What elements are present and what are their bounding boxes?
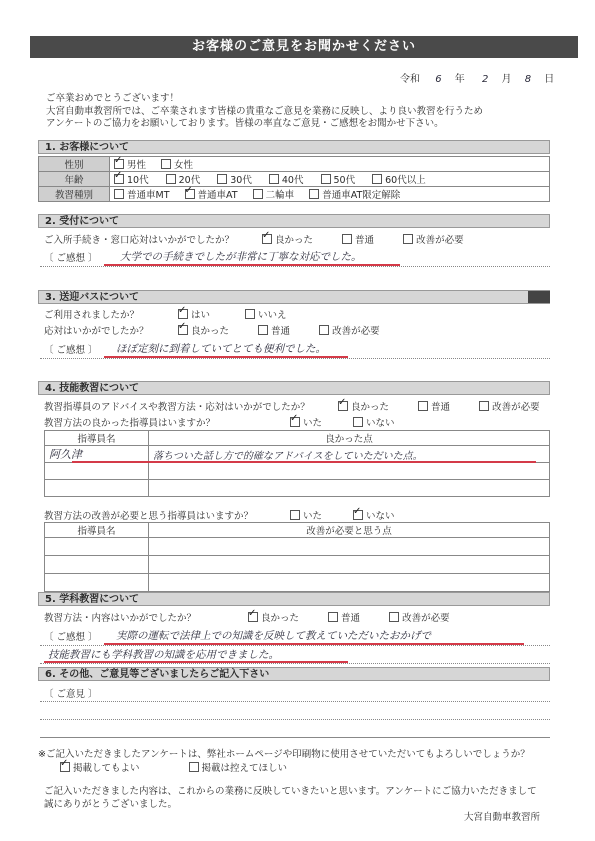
option-label: 20代	[178, 175, 201, 186]
intro-line: 大宮自動車教習所では、ご卒業されます皆様の貴重なご意見を業務に反映し、より良い教習を行うため	[46, 105, 484, 117]
reception-options	[262, 232, 476, 246]
shuttle-question-use: ご利用されましたか？	[44, 310, 140, 321]
option-label: 改善が必要	[492, 402, 540, 413]
section-heading-classroom: 5. 学科教習について	[38, 592, 550, 606]
option-female[interactable]	[161, 157, 193, 171]
checkbox-at-removal[interactable]	[309, 189, 319, 199]
checkbox-good[interactable]	[338, 401, 348, 411]
empty-cell[interactable]	[45, 463, 149, 480]
table-row	[45, 463, 550, 480]
good-instructor-table	[44, 430, 550, 497]
handwritten-underline	[72, 461, 536, 463]
option-label: 男性	[127, 160, 147, 171]
page-title: お客様のご意見をお聞かせください	[30, 36, 578, 58]
comment-line[interactable]	[40, 719, 550, 720]
option-needs-improvement[interactable]	[389, 610, 450, 624]
option-label: 40代	[281, 175, 304, 186]
classroom-question: 教習方法・内容はいかがでしたか？	[44, 613, 197, 624]
empty-cell[interactable]	[149, 556, 550, 574]
option-label: 良かった	[191, 326, 230, 337]
option-yes[interactable]	[178, 307, 210, 321]
checkbox-no[interactable]	[353, 510, 363, 520]
age-options	[110, 172, 550, 187]
bad-instructor-table	[44, 522, 550, 592]
option-label: 普通	[341, 613, 361, 624]
table-row	[45, 480, 550, 497]
comment-label: 〔 ご感想 〕	[44, 632, 98, 643]
bad-instructor-options	[290, 508, 407, 522]
date-year-unit: 年	[454, 74, 465, 85]
table-row	[45, 556, 550, 574]
date-day-unit: 日	[544, 74, 555, 85]
option-label: いない	[366, 418, 395, 429]
option-no[interactable]	[353, 415, 395, 429]
option-no[interactable]	[353, 508, 395, 522]
empty-cell[interactable]	[45, 480, 149, 497]
checkbox-at[interactable]	[185, 189, 195, 199]
table-header-row	[45, 431, 550, 446]
checkbox-good[interactable]	[178, 325, 188, 335]
thanks-text	[44, 786, 584, 811]
option-label: 50代	[333, 175, 356, 186]
practical-question-advice: 教習指導員のアドバイスや教習方法・応対はいかがでしたか？	[44, 402, 310, 413]
table-row	[45, 574, 550, 592]
option-needs-improvement[interactable]	[319, 323, 380, 337]
shuttle-question-service: 応対はいかがでしたか？	[44, 326, 149, 337]
classroom-options	[248, 610, 462, 624]
option-label: 良かった	[275, 235, 314, 246]
checkbox-yes[interactable]	[178, 309, 188, 319]
date-month-unit: 月	[501, 74, 512, 85]
option-normal[interactable]	[342, 232, 374, 246]
comment-label: 〔 ご感想 〕	[44, 253, 98, 264]
checkbox-yes[interactable]	[290, 417, 300, 427]
checkbox-age-10s[interactable]	[114, 174, 124, 184]
option-label: 普通	[431, 402, 451, 413]
option-label: いた	[303, 511, 323, 522]
practical-question-bad-instructor: 教習方法の改善が必要と思う指導員はいますか？	[44, 511, 254, 522]
comment-label: 〔 ご意見 〕	[44, 689, 98, 700]
checkbox-yes[interactable]	[290, 510, 300, 520]
thanks-line: ご記入いただきました内容は、これからの業務に反映していきたいと思います。アンケートにご協力いただきまして	[44, 786, 537, 797]
publish-options	[60, 762, 299, 776]
comment-line	[40, 266, 550, 267]
option-label: 改善が必要	[332, 326, 380, 337]
option-mt[interactable]	[114, 187, 170, 201]
checkbox-age-30s[interactable]	[217, 174, 227, 184]
checkbox-male[interactable]	[114, 159, 124, 169]
shuttle-use-options	[178, 307, 299, 321]
option-label: 60代以上	[385, 175, 426, 186]
shuttle-comment[interactable]: ほぼ定刻に到着していてとても便利でした。	[116, 343, 326, 355]
table-row	[45, 446, 550, 463]
classroom-comment-line1[interactable]: 実際の運転で法律上での知識を反映して教えていただいたおかげで	[116, 630, 431, 642]
option-good[interactable]	[248, 610, 299, 624]
empty-cell[interactable]	[149, 574, 550, 592]
row-course	[39, 187, 550, 202]
date-line	[400, 70, 554, 85]
option-label: はい	[191, 310, 211, 321]
option-label: 普通車MT	[127, 190, 170, 201]
option-normal[interactable]	[418, 399, 450, 413]
option-good[interactable]	[338, 399, 389, 413]
checkbox-female[interactable]	[161, 159, 171, 169]
checkbox-age-20s[interactable]	[166, 174, 176, 184]
checkbox-needs-improvement[interactable]	[403, 234, 413, 244]
empty-cell[interactable]	[149, 480, 550, 497]
course-options	[110, 187, 550, 202]
option-label: 掲載してもよい	[73, 763, 140, 774]
option-publish-no[interactable]	[189, 762, 288, 776]
section-heading-reception: 2. 受付について	[38, 214, 550, 228]
customer-table	[38, 156, 550, 202]
option-label: 普通	[355, 235, 375, 246]
checkbox-normal[interactable]	[258, 325, 268, 335]
option-age-40s[interactable]	[269, 172, 304, 186]
empty-cell[interactable]	[149, 538, 550, 556]
checkbox-no[interactable]	[353, 417, 363, 427]
option-label: いいえ	[258, 310, 287, 321]
empty-cell[interactable]	[45, 574, 149, 592]
checkbox-needs-improvement[interactable]	[319, 325, 329, 335]
option-male[interactable]	[114, 157, 146, 171]
checkbox-needs-improvement[interactable]	[389, 612, 399, 622]
classroom-comment-line2[interactable]: 技能教習にも学科教習の知識を応用できました。	[48, 649, 279, 661]
checkbox-normal[interactable]	[418, 401, 428, 411]
option-label: 30代	[230, 175, 252, 186]
comment-line[interactable]	[40, 701, 550, 702]
option-age-30s[interactable]	[217, 172, 252, 186]
publish-question: ※ご記入いただきましたアンケートは、弊社ホームページや印刷物に使用させていただいてもよろしいでしょうか？	[38, 749, 530, 760]
good-instructor-options	[290, 415, 407, 429]
option-good[interactable]	[262, 232, 313, 246]
option-at[interactable]	[185, 187, 238, 201]
checkbox-normal[interactable]	[328, 612, 338, 622]
option-at-removal[interactable]	[309, 187, 400, 201]
checkbox-motorcycle[interactable]	[253, 189, 263, 199]
date-year[interactable]: 6	[435, 74, 442, 85]
checkbox-publish-no[interactable]	[189, 762, 199, 772]
intro-line: アンケートのご協力をお願いしております。皆様の率直なご意見・ご感想をお聞かせ下さい。	[46, 118, 444, 129]
comment-line[interactable]	[40, 737, 550, 738]
label-age: 年齢	[39, 172, 110, 187]
header-good-point: 良かった点	[149, 431, 550, 446]
row-age	[39, 172, 550, 187]
checkbox-publish-ok[interactable]	[60, 762, 70, 772]
label-gender: 性別	[39, 157, 110, 172]
option-label: 二輪車	[265, 190, 295, 201]
checkbox-good[interactable]	[262, 234, 272, 244]
reception-question: ご入所手続き・窓口応対はいかがでしたか？	[44, 235, 235, 246]
checkbox-good[interactable]	[248, 612, 258, 622]
comment-line	[40, 358, 550, 359]
section-heading-practical: 4. 技能教習について	[38, 381, 550, 395]
intro-line: ご卒業おめでとうございます！	[46, 93, 180, 104]
option-no[interactable]	[245, 307, 287, 321]
date-day[interactable]: 8	[524, 74, 532, 85]
option-label: 女性	[174, 160, 194, 171]
empty-cell[interactable]	[149, 463, 550, 480]
option-label: 10代	[127, 175, 149, 186]
checkbox-age-60s[interactable]	[372, 174, 382, 184]
option-needs-improvement[interactable]	[479, 399, 540, 413]
comment-line	[40, 645, 550, 646]
checkbox-needs-improvement[interactable]	[479, 401, 489, 411]
option-age-60s[interactable]	[372, 172, 426, 186]
intro-text	[46, 93, 576, 131]
option-needs-improvement[interactable]	[403, 232, 464, 246]
option-label: いない	[366, 511, 395, 522]
comment-line	[40, 663, 550, 664]
good-point-cell[interactable]: 落ちついた話し方で的確なアドバイスをしていただいた点。	[149, 446, 550, 463]
thanks-line: 誠にありがとうございました。	[44, 798, 178, 810]
option-motorcycle[interactable]	[253, 187, 295, 201]
header-improvement-point: 改善が必要と思う点	[149, 523, 550, 538]
option-label: 良かった	[351, 402, 390, 413]
checkbox-mt[interactable]	[114, 189, 124, 199]
header-instructor-name: 指導員名	[45, 431, 149, 446]
practical-question-good-instructor: 教習方法の良かった指導員はいますか？	[44, 418, 216, 429]
option-label: 改善が必要	[402, 613, 450, 624]
option-label: いた	[303, 418, 323, 429]
option-label: 良かった	[261, 613, 300, 624]
option-label: 普通車AT	[197, 190, 238, 201]
empty-cell[interactable]	[45, 538, 149, 556]
label-course: 教習種別	[39, 187, 110, 202]
checkbox-age-50s[interactable]	[321, 174, 331, 184]
option-age-10s[interactable]	[114, 172, 149, 186]
option-age-50s[interactable]	[321, 172, 356, 186]
school-signature: 大宮自動車教習所	[464, 812, 541, 823]
header-instructor-name: 指導員名	[45, 523, 149, 538]
section-heading-customer: 1. お客様について	[38, 140, 550, 154]
reception-comment[interactable]: 大学での手続きでしたが非常に丁寧な対応でした。	[120, 251, 362, 263]
option-good[interactable]	[178, 323, 229, 337]
option-label: 普通車AT限定解除	[322, 190, 401, 201]
option-yes[interactable]	[290, 415, 322, 429]
option-age-20s[interactable]	[166, 172, 201, 186]
section-heading-shuttle: 3. 送迎バスについて	[38, 290, 550, 304]
section-heading-other: 6. その他、ご意見等ございましたらご記入下さい	[38, 667, 550, 681]
option-normal[interactable]	[328, 610, 360, 624]
option-label: 改善が必要	[416, 235, 464, 246]
option-label: 普通	[271, 326, 291, 337]
checkbox-normal[interactable]	[342, 234, 352, 244]
option-yes[interactable]	[290, 508, 322, 522]
date-era: 令和	[400, 74, 420, 85]
checkbox-age-40s[interactable]	[269, 174, 279, 184]
shuttle-service-options	[178, 323, 392, 337]
gender-options	[110, 157, 550, 172]
option-normal[interactable]	[258, 323, 290, 337]
instructor-name-cell[interactable]: 阿久津	[45, 446, 149, 463]
option-label: 掲載は控えてほしい	[201, 763, 288, 774]
table-row	[45, 538, 550, 556]
empty-cell[interactable]	[45, 556, 149, 574]
checkbox-no[interactable]	[245, 309, 255, 319]
date-month[interactable]: 2	[481, 74, 489, 85]
comment-label: 〔 ご感想 〕	[44, 345, 98, 356]
practical-advice-options	[338, 399, 540, 413]
option-publish-ok[interactable]	[60, 762, 140, 776]
table-header-row	[45, 523, 550, 538]
